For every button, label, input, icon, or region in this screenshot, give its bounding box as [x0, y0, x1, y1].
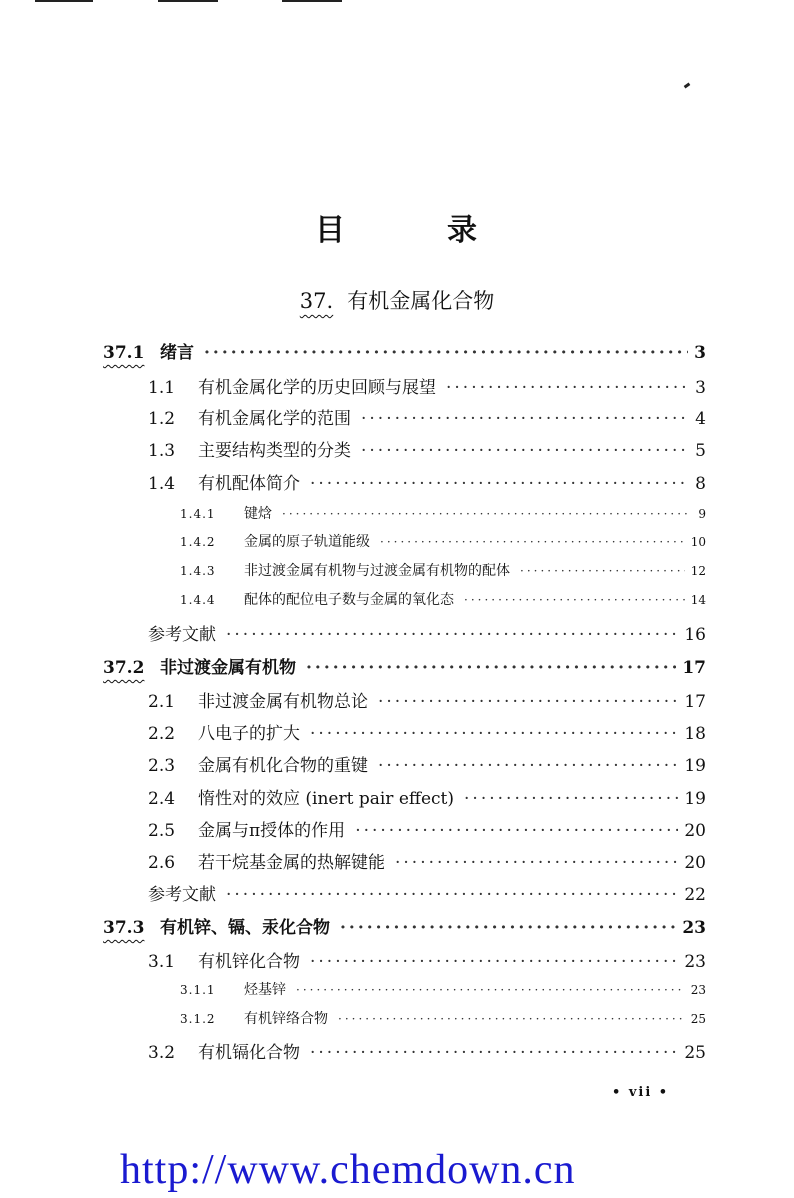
toc-leader-dots [310, 724, 678, 744]
toc-entry-number: 1.2 [148, 409, 176, 429]
toc-entry [148, 1038, 706, 1068]
toc-leader-dots [378, 692, 678, 712]
toc-entry-page: 16 [684, 625, 706, 645]
toc-entry-label: 参考文献 [148, 625, 216, 645]
top-rule [35, 0, 93, 2]
toc-leader-dots [378, 756, 678, 776]
top-rule [282, 0, 342, 2]
toc-entry-number: 1.3 [148, 441, 176, 461]
toc-entry [148, 404, 706, 434]
toc-leader-dots [204, 343, 688, 363]
chapter-title: 有机金属化合物 [347, 289, 495, 313]
toc-entry-number: 1.4.2 [180, 535, 216, 549]
toc-entry-page: 17 [682, 658, 706, 678]
toc-entry-page: 23 [684, 952, 706, 972]
toc-entry-label: 参考文献 [148, 885, 216, 905]
toc-entry-page: 20 [684, 853, 706, 873]
toc-entry-label: 金属有机化合物的重键 [198, 756, 368, 776]
toc-entry-page: 18 [684, 724, 706, 744]
top-rule [158, 0, 218, 2]
toc-entry-number: 37.2 [103, 658, 145, 678]
toc-leader-dots [310, 952, 678, 972]
toc-leader-dots [310, 1043, 678, 1063]
toc-leader-dots [464, 789, 678, 809]
toc-entry-page: 8 [695, 474, 706, 494]
toc-entry [148, 469, 706, 499]
toc-entry [103, 913, 706, 943]
toc-entry-label: 有机锌化合物 [198, 952, 300, 972]
toc-entry-page: 3 [694, 343, 706, 363]
toc-entry [148, 620, 706, 650]
toc-entry [148, 719, 706, 749]
toc-entry-label: 有机金属化学的范围 [198, 409, 351, 429]
toc-entry-label: 键焓 [244, 506, 272, 522]
toc-entry [148, 784, 706, 814]
toc-entry-label: 若干烷基金属的热解键能 [198, 853, 385, 873]
toc-leader-dots [296, 983, 685, 997]
toc-entry [148, 947, 706, 977]
watermark-url: http://www.chemdown.cn [120, 1147, 576, 1193]
toc-entry-label: 主要结构类型的分类 [198, 441, 351, 461]
page-title [0, 205, 794, 249]
toc-entry-number: 3.1.2 [180, 1012, 216, 1026]
toc-entry-label: 惰性对的效应 (inert pair effect) [198, 789, 455, 809]
toc-entry-label: 绪言 [160, 343, 194, 363]
toc-leader-dots [464, 593, 685, 607]
toc-entry-page: 4 [695, 409, 706, 429]
toc-entry-page: 20 [684, 821, 706, 841]
toc-entry-page: 12 [690, 564, 706, 578]
toc-entry [180, 979, 706, 1009]
toc-entry [148, 816, 706, 846]
toc-entry-number: 1.4.3 [180, 564, 216, 578]
toc-entry-number: 1.1 [148, 378, 176, 398]
toc-leader-dots [380, 535, 685, 549]
toc-entry-number: 3.1 [148, 952, 176, 972]
toc-entry-page: 22 [684, 885, 706, 905]
toc-entry-number: 2.4 [148, 789, 176, 809]
chapter-heading [0, 285, 794, 315]
title-char-2: 录 [447, 213, 479, 248]
toc-leader-dots [361, 441, 689, 461]
toc-leader-dots [310, 474, 689, 494]
toc-leader-dots [395, 853, 678, 873]
toc-leader-dots [520, 564, 685, 578]
toc-entry-number: 37.1 [103, 343, 145, 363]
toc-entry-label: 烃基锌 [244, 982, 286, 998]
toc-entry [180, 560, 706, 590]
toc-entry-page: 10 [690, 535, 706, 549]
toc-entry-label: 非过渡金属有机物总论 [198, 692, 368, 712]
toc-entry-label: 有机配体简介 [198, 474, 300, 494]
toc-entry-label: 非过渡金属有机物 [160, 658, 296, 678]
toc-entry-number: 1.4 [148, 474, 176, 494]
toc-entry [103, 653, 706, 683]
toc-entry-page: 19 [684, 789, 706, 809]
toc-leader-dots [355, 821, 678, 841]
toc-entry [180, 503, 706, 533]
toc-entry-label: 有机锌络合物 [244, 1011, 328, 1027]
toc-entry-page: 25 [684, 1043, 706, 1063]
scan-speck [684, 83, 691, 89]
toc-leader-dots [306, 658, 676, 678]
toc-leader-dots [338, 1012, 685, 1026]
toc-leader-dots [340, 918, 676, 938]
toc-entry-number: 2.2 [148, 724, 176, 744]
toc-entry-label: 金属的原子轨道能级 [244, 534, 370, 550]
toc-entry [148, 687, 706, 717]
toc-entry-page: 19 [684, 756, 706, 776]
toc-entry-page: 9 [698, 507, 706, 521]
toc-entry-label: 金属与π授体的作用 [198, 821, 346, 841]
toc-entry-page: 14 [690, 593, 706, 607]
toc-entry-number: 3.2 [148, 1043, 176, 1063]
toc-leader-dots [226, 625, 678, 645]
toc-entry [148, 436, 706, 466]
toc-entry-number: 2.5 [148, 821, 176, 841]
toc-leader-dots [446, 378, 689, 398]
toc-entry-label: 有机镉化合物 [198, 1043, 300, 1063]
toc-entry [103, 338, 706, 368]
toc-entry-label: 有机金属化学的历史回顾与展望 [198, 378, 436, 398]
toc-entry-number: 2.1 [148, 692, 176, 712]
toc-entry-label: 有机锌、镉、汞化合物 [160, 918, 330, 938]
toc-entry-page: 5 [695, 441, 706, 461]
toc-leader-dots [361, 409, 689, 429]
title-char-1: 目 [315, 213, 347, 248]
toc-entry-label: 配体的配位电子数与金属的氧化态 [244, 592, 454, 608]
toc-entry-number: 1.4.4 [180, 593, 216, 607]
toc-entry-page: 25 [690, 1012, 706, 1026]
toc-entry-page: 23 [682, 918, 706, 938]
toc-entry-label: 八电子的扩大 [198, 724, 300, 744]
toc-entry [180, 1008, 706, 1038]
toc-entry [148, 848, 706, 878]
toc-entry-page: 23 [690, 983, 706, 997]
toc-leader-dots [226, 885, 678, 905]
toc-entry [148, 373, 706, 403]
toc-entry-number: 1.4.1 [180, 507, 216, 521]
toc-entry [148, 880, 706, 910]
page-folio: • vii • [612, 1085, 670, 1100]
toc-leader-dots [282, 507, 692, 521]
toc-entry [180, 589, 706, 619]
toc-entry-page: 3 [695, 378, 706, 398]
toc-entry [180, 531, 706, 561]
toc-entry-number: 2.6 [148, 853, 176, 873]
toc-entry-number: 37.3 [103, 918, 145, 938]
chapter-number: 37. [299, 289, 334, 313]
toc-entry-number: 3.1.1 [180, 983, 216, 997]
toc-entry-page: 17 [684, 692, 706, 712]
toc-entry [148, 751, 706, 781]
toc-entry-number: 2.3 [148, 756, 176, 776]
toc-entry-label: 非过渡金属有机物与过渡金属有机物的配体 [244, 563, 510, 579]
